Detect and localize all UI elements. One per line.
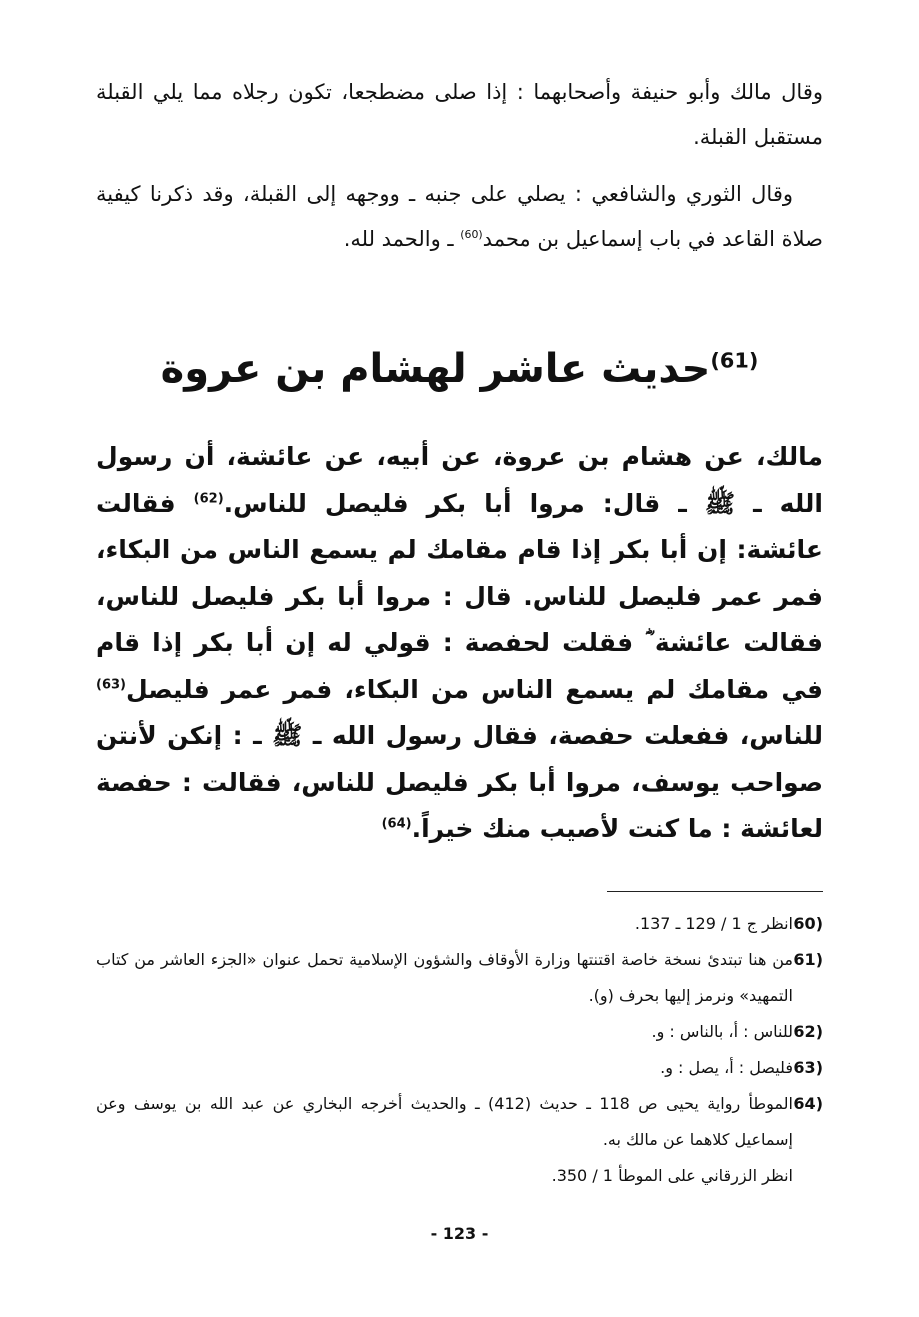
section-heading	[96, 344, 823, 394]
footnote-number: (60	[793, 913, 823, 933]
footnote-61	[96, 942, 823, 1014]
footnote-ref-63: (63)	[96, 677, 126, 693]
footnote-ref-64: (64)	[381, 816, 412, 832]
footnote-60	[96, 906, 823, 942]
footnote-62	[96, 1014, 823, 1050]
footnote-number: (62	[793, 1021, 823, 1041]
footnote-text: فليصل : أ، يصل : و.	[660, 1057, 793, 1077]
footnote-number: (61	[793, 949, 823, 969]
section-heading-title: حديث عاشر لهشام بن عروة	[160, 346, 711, 392]
hadith-segment-2: فقالت عائشة: إن أبا بكر إذا قام مقامك لم يسمع الناس من البكاء، فمر عمر فليصل للناس. قال : مروا أبا بكر فليصل للناس، فقالت عائشة ؓ فقلت لحفصة : قولي له إن أبا بكر إذا قام في مقامك لم يسمع الناس من البكاء، فمر عمر فليصل	[96, 488, 823, 704]
footnote-text-continued: انظر الزرقاني على الموطأ 1 / 350.	[551, 1165, 793, 1185]
intro-paragraph-2-text: وقال الثوري والشافعي : يصلي على جنبه ـ ووجهه إلى القبلة، وقد ذكرنا كيفية صلاة القاعد في باب إسماعيل بن محمد	[96, 182, 823, 251]
footnote-divider	[607, 891, 823, 892]
footnote-ref-60: (60)	[460, 228, 483, 241]
hadith-section	[96, 434, 823, 853]
hadith-segment-3: للناس، ففعلت حفصة، فقال رسول الله ـ ﷺ ـ : إنكن لأنتن صواحب يوسف، مروا أبا بكر فليصل للناس، فقالت : حفصة لعائشة : ما كنت لأصيب منك خيراً.	[96, 721, 823, 843]
footnote-ref-61: (61)	[710, 348, 759, 373]
footnote-text: الموطأ رواية يحيى ص 118 ـ حديث (412) ـ والحديث أخرجه البخاري عن عبد الله بن يوسف وعن إسماعيل كلاهما عن مالك به.	[96, 1093, 793, 1149]
footnote-64	[96, 1086, 823, 1194]
footnote-text: للناس : أ، بالناس : و.	[651, 1021, 793, 1041]
footnote-text: من هنا تبتدئ نسخة خاصة اقتنتها وزارة الأوقاف والشؤون الإسلامية تحمل عنوان «الجزء العاشر من كتاب التمهيد» ونرمز إليها بحرف (و).	[96, 949, 793, 1005]
footnote-63	[96, 1050, 823, 1086]
footnote-text: انظر ج 1 / 129 ـ 137.	[634, 913, 793, 933]
hadith-text	[96, 434, 823, 853]
hadith-segment-1: مالك، عن هشام بن عروة، عن أبيه، عن عائشة، أن رسول الله ـ ﷺ ـ قال: مروا أبا بكر فليصل للناس.	[96, 442, 823, 518]
intro-paragraph-2-end: ـ والحمد لله.	[343, 227, 461, 251]
footnote-number: (63	[793, 1057, 823, 1077]
intro-section	[96, 70, 823, 262]
page-number: - 123 -	[430, 1224, 489, 1243]
intro-paragraph-1: وقال مالك وأبو حنيفة وأصحابهما : إذا صلى مضطجعا، تكون رجلاه مما يلي القبلة مستقبل القبلة.	[96, 80, 823, 149]
intro-paragraph-2	[96, 172, 823, 262]
footnotes-section	[96, 906, 823, 1194]
footnote-ref-62: (62)	[193, 491, 224, 507]
footnote-number: (64	[793, 1093, 823, 1113]
